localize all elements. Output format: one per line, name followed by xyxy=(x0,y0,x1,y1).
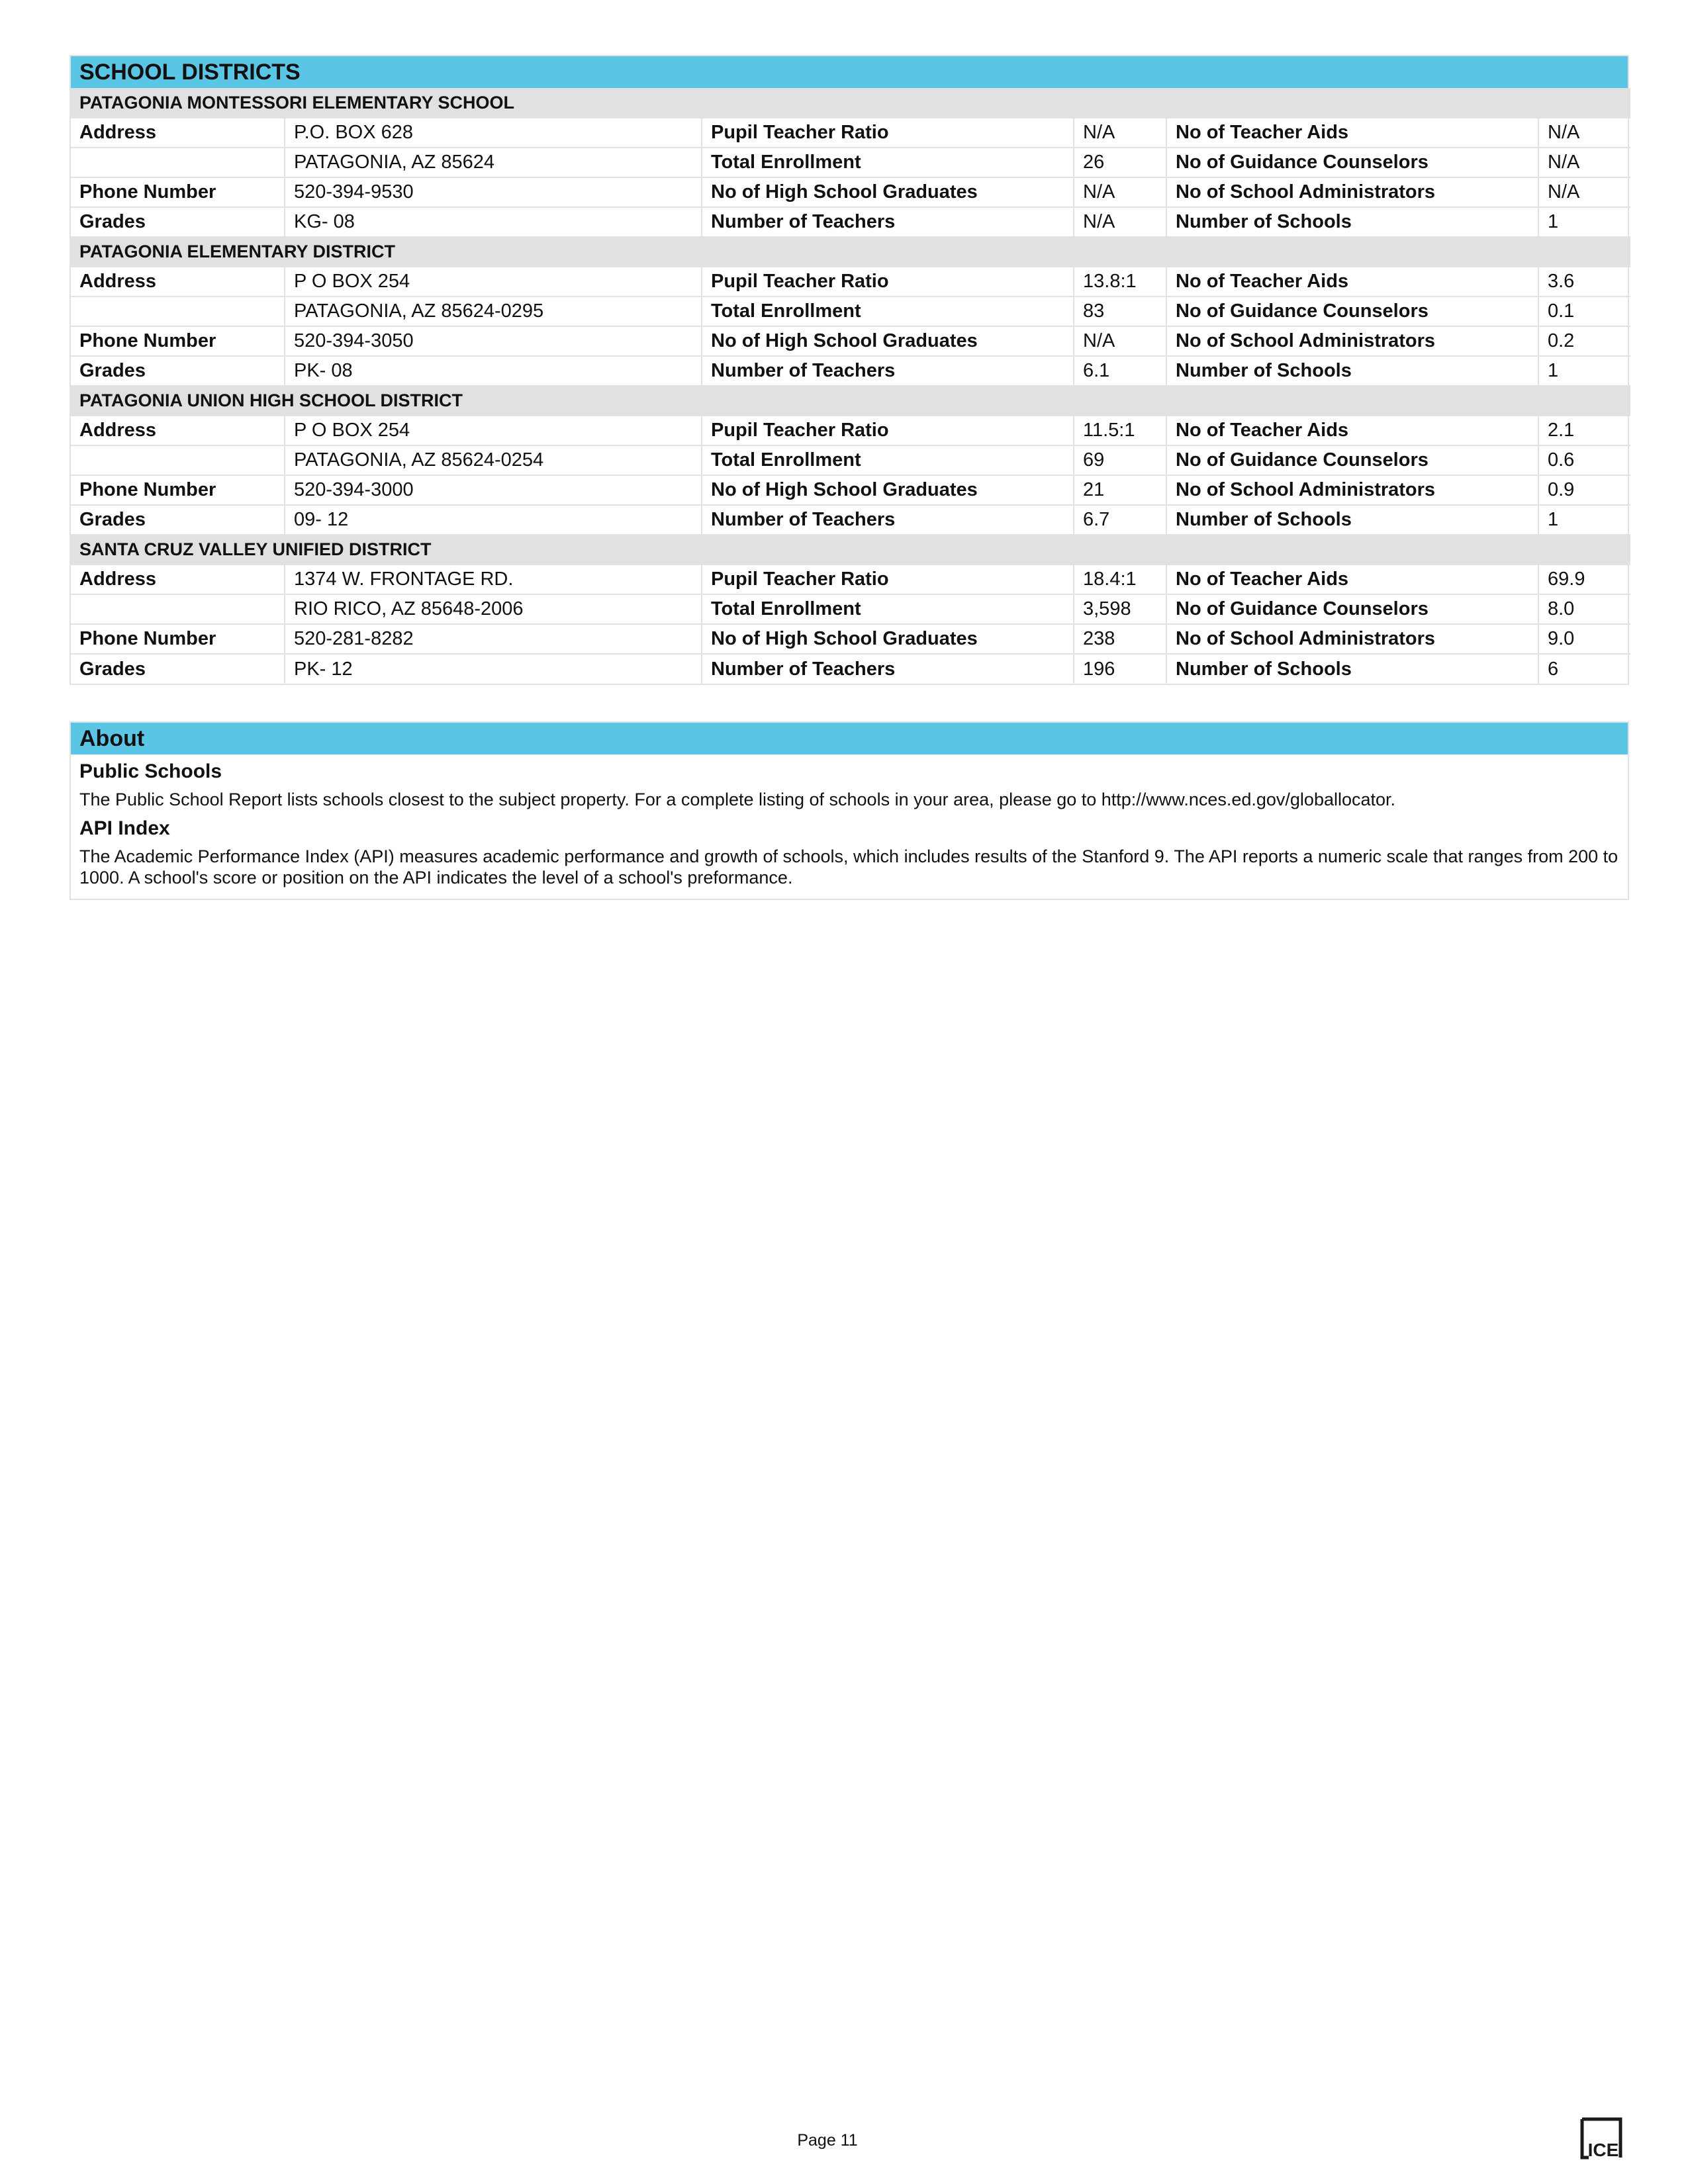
stat1-value: 83 xyxy=(1074,296,1166,326)
stat1-value: 6.7 xyxy=(1074,505,1166,535)
row-value: PATAGONIA, AZ 85624 xyxy=(285,148,702,177)
stat1-label: Pupil Teacher Ratio xyxy=(702,416,1074,445)
stat1-value: 26 xyxy=(1074,148,1166,177)
row-value: PK- 08 xyxy=(285,356,702,386)
stat1-label: Number of Teachers xyxy=(702,356,1074,386)
district-header-row xyxy=(71,88,1630,118)
row-value: PK- 12 xyxy=(285,654,702,684)
about-heading-api-index: API Index xyxy=(79,817,170,839)
table-row xyxy=(71,416,1630,445)
stat2-value: 69.9 xyxy=(1538,565,1630,594)
row-value: 520-394-3000 xyxy=(285,475,702,505)
row-value: P O BOX 254 xyxy=(285,416,702,445)
row-value: RIO RICO, AZ 85648-2006 xyxy=(285,594,702,624)
ice-logo xyxy=(1579,2116,1623,2160)
row-label: Grades xyxy=(71,505,285,535)
stat1-value: 13.8:1 xyxy=(1074,267,1166,296)
stat1-label: Number of Teachers xyxy=(702,654,1074,684)
row-value: 520-394-9530 xyxy=(285,177,702,207)
about-text-public-schools: The Public School Report lists schools closest to the subject property. For a complete listing of schools in your area, please go to http://www.nces.ed.gov/globallocator. xyxy=(79,790,1396,809)
row-label xyxy=(71,445,285,475)
stat2-value: N/A xyxy=(1538,148,1630,177)
stat2-label: No of Guidance Counselors xyxy=(1166,148,1538,177)
row-value: PATAGONIA, AZ 85624-0295 xyxy=(285,296,702,326)
table-row xyxy=(71,296,1630,326)
stat1-value: 196 xyxy=(1074,654,1166,684)
row-label: Phone Number xyxy=(71,177,285,207)
row-label xyxy=(71,594,285,624)
row-label: Phone Number xyxy=(71,624,285,654)
table-row xyxy=(71,505,1630,535)
stat2-label: Number of Schools xyxy=(1166,654,1538,684)
row-label: Address xyxy=(71,416,285,445)
row-label xyxy=(71,296,285,326)
stat2-label: No of School Administrators xyxy=(1166,326,1538,356)
district-name: SANTA CRUZ VALLEY UNIFIED DISTRICT xyxy=(71,535,1630,565)
stat2-value: 0.6 xyxy=(1538,445,1630,475)
stat2-value: 1 xyxy=(1538,356,1630,386)
stat1-label: Number of Teachers xyxy=(702,207,1074,237)
stat2-label: No of Guidance Counselors xyxy=(1166,296,1538,326)
stat1-value: N/A xyxy=(1074,118,1166,148)
stat2-label: No of Teacher Aids xyxy=(1166,118,1538,148)
page-number: Page 11 xyxy=(797,2131,858,2150)
stat2-label: No of School Administrators xyxy=(1166,624,1538,654)
row-value: PATAGONIA, AZ 85624-0254 xyxy=(285,445,702,475)
district-name: PATAGONIA ELEMENTARY DISTRICT xyxy=(71,237,1630,267)
row-value: 520-281-8282 xyxy=(285,624,702,654)
stat2-label: Number of Schools xyxy=(1166,207,1538,237)
stat2-value: 0.2 xyxy=(1538,326,1630,356)
stat1-value: 69 xyxy=(1074,445,1166,475)
row-label xyxy=(71,148,285,177)
stat1-label: No of High School Graduates xyxy=(702,475,1074,505)
row-label: Grades xyxy=(71,207,285,237)
stat2-label: Number of Schools xyxy=(1166,356,1538,386)
about-text-api-index: The Academic Performance Index (API) measures academic performance and growth of schools, which includes results of the Stanford 9. The API reports a numeric scale that ranges from 200 to 1000. A school's score or position on the API indicates the level of a school's preformance. xyxy=(79,846,1618,887)
table-row xyxy=(71,624,1630,654)
district-name: PATAGONIA UNION HIGH SCHOOL DISTRICT xyxy=(71,386,1630,416)
stat2-label: Number of Schools xyxy=(1166,505,1538,535)
stat2-label: No of Teacher Aids xyxy=(1166,416,1538,445)
stat2-value: 1 xyxy=(1538,207,1630,237)
district-header-row xyxy=(71,535,1630,565)
stat2-value: 3.6 xyxy=(1538,267,1630,296)
row-label: Grades xyxy=(71,654,285,684)
table-row xyxy=(71,565,1630,594)
row-label: Address xyxy=(71,267,285,296)
districts-table-body xyxy=(71,88,1630,684)
stat1-value: 21 xyxy=(1074,475,1166,505)
stat2-value: 1 xyxy=(1538,505,1630,535)
row-value: 1374 W. FRONTAGE RD. xyxy=(285,565,702,594)
stat1-label: No of High School Graduates xyxy=(702,326,1074,356)
table-row xyxy=(71,118,1630,148)
table-row xyxy=(71,148,1630,177)
stat2-value: N/A xyxy=(1538,177,1630,207)
stat2-label: No of School Administrators xyxy=(1166,177,1538,207)
table-row xyxy=(71,445,1630,475)
stat1-value: 238 xyxy=(1074,624,1166,654)
stat2-value: 0.1 xyxy=(1538,296,1630,326)
school-districts-panel xyxy=(70,55,1629,685)
table-row xyxy=(71,267,1630,296)
stat1-label: Pupil Teacher Ratio xyxy=(702,118,1074,148)
row-label: Address xyxy=(71,565,285,594)
stat2-label: No of School Administrators xyxy=(1166,475,1538,505)
district-name: PATAGONIA MONTESSORI ELEMENTARY SCHOOL xyxy=(71,88,1630,118)
stat1-value: 11.5:1 xyxy=(1074,416,1166,445)
stat1-label: Total Enrollment xyxy=(702,296,1074,326)
stat2-label: No of Guidance Counselors xyxy=(1166,594,1538,624)
stat1-label: Pupil Teacher Ratio xyxy=(702,267,1074,296)
stat1-label: Number of Teachers xyxy=(702,505,1074,535)
stat2-label: No of Teacher Aids xyxy=(1166,565,1538,594)
stat1-label: No of High School Graduates xyxy=(702,624,1074,654)
table-row xyxy=(71,207,1630,237)
table-row xyxy=(71,326,1630,356)
row-label: Phone Number xyxy=(71,475,285,505)
row-value: 09- 12 xyxy=(285,505,702,535)
row-label: Grades xyxy=(71,356,285,386)
table-row xyxy=(71,356,1630,386)
district-header-row xyxy=(71,386,1630,416)
table-row xyxy=(71,475,1630,505)
district-header-row xyxy=(71,237,1630,267)
stat2-value: 0.9 xyxy=(1538,475,1630,505)
stat1-label: Total Enrollment xyxy=(702,148,1074,177)
stat1-value: 18.4:1 xyxy=(1074,565,1166,594)
row-value: P.O. BOX 628 xyxy=(285,118,702,148)
stat1-value: N/A xyxy=(1074,326,1166,356)
stat2-value: N/A xyxy=(1538,118,1630,148)
school-districts-table xyxy=(71,88,1630,684)
row-value: P O BOX 254 xyxy=(285,267,702,296)
stat2-value: 9.0 xyxy=(1538,624,1630,654)
stat2-value: 2.1 xyxy=(1538,416,1630,445)
row-label: Phone Number xyxy=(71,326,285,356)
stat1-value: 6.1 xyxy=(1074,356,1166,386)
stat2-value: 6 xyxy=(1548,658,1559,680)
about-body xyxy=(71,754,1628,899)
stat2-label: No of Guidance Counselors xyxy=(1166,445,1538,475)
about-panel xyxy=(70,721,1629,900)
row-label: Address xyxy=(71,118,285,148)
row-value: 520-394-3050 xyxy=(285,326,702,356)
stat2-value: 8.0 xyxy=(1538,594,1630,624)
stat1-label: Pupil Teacher Ratio xyxy=(702,565,1074,594)
table-row xyxy=(71,177,1630,207)
table-row xyxy=(71,654,1630,684)
stat1-label: Total Enrollment xyxy=(702,594,1074,624)
stat1-value: 3,598 xyxy=(1074,594,1166,624)
stat2-label: No of Teacher Aids xyxy=(1166,267,1538,296)
stat1-value: N/A xyxy=(1074,177,1166,207)
school-districts-title: SCHOOL DISTRICTS xyxy=(71,56,1628,88)
about-title: About xyxy=(71,723,1628,754)
about-heading-public-schools: Public Schools xyxy=(79,760,222,782)
stat1-label: Total Enrollment xyxy=(702,445,1074,475)
stat1-label: No of High School Graduates xyxy=(702,177,1074,207)
ice-logo-text: ICE xyxy=(1587,2140,1619,2160)
row-value: KG- 08 xyxy=(285,207,702,237)
stat1-value: N/A xyxy=(1074,207,1166,237)
table-row xyxy=(71,594,1630,624)
